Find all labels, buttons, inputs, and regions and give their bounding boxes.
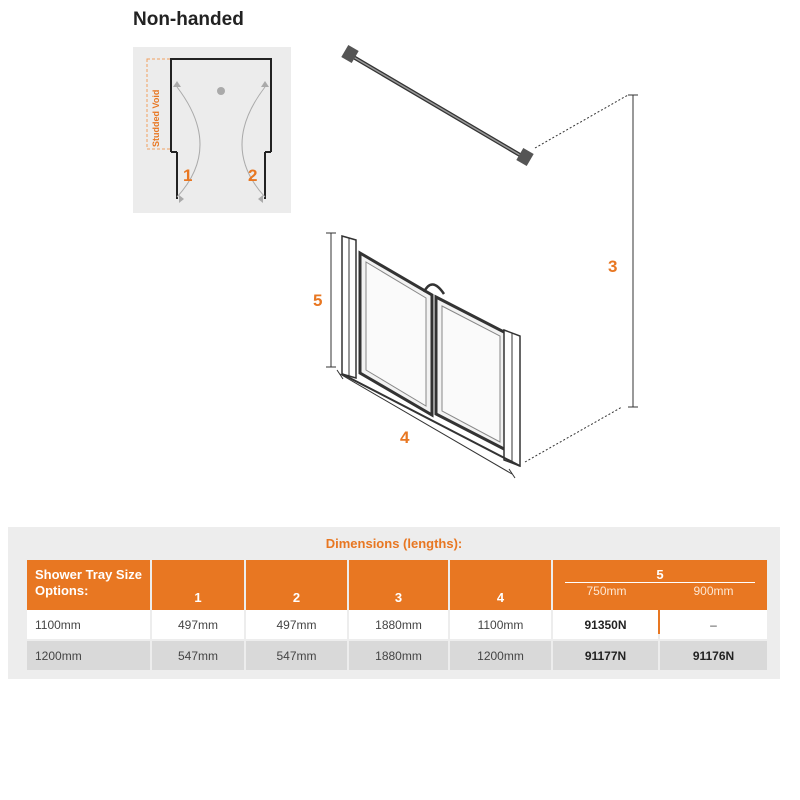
table-cell: 497mm <box>152 610 244 639</box>
table-cell: 1200mm <box>27 641 150 670</box>
dimension-5-line <box>326 233 336 367</box>
header-col-4: 4 <box>450 560 551 634</box>
table-cell: 1880mm <box>349 610 448 639</box>
header-col-2: 2 <box>246 560 347 634</box>
table-cell: 1100mm <box>450 610 551 639</box>
page-title: Non-handed <box>133 9 244 30</box>
header-size-options-label: Shower Tray Size Options: <box>35 567 142 598</box>
dimension-3-line <box>628 95 638 407</box>
dimension-3-label: 3 <box>608 257 618 276</box>
dimensions-table <box>8 527 780 679</box>
header-col-5-750: 750mm <box>586 584 627 598</box>
table-cell: 1200mm <box>450 641 551 670</box>
product-code: 91350N <box>553 610 658 639</box>
dimension-5-label: 5 <box>313 291 323 310</box>
product-code: 91177N <box>553 641 658 670</box>
table-title: Dimensions (lengths): <box>325 536 463 551</box>
table-cell: 547mm <box>246 641 347 670</box>
wall-bracket-bar <box>341 45 533 166</box>
dimension-4-label: 4 <box>400 428 410 447</box>
door-label-1: 1 <box>183 166 193 185</box>
product-code: 91176N <box>660 641 767 670</box>
header-col-5-label: 5 <box>656 567 664 582</box>
header-col-1: 1 <box>152 560 244 634</box>
header-col-3: 3 <box>349 560 448 634</box>
table-cell: 497mm <box>246 610 347 639</box>
product-code: – <box>660 610 767 639</box>
enclosure-walls <box>171 59 271 152</box>
header-col-5-900: 900mm <box>693 584 734 598</box>
waste-outlet-icon <box>217 87 225 95</box>
studded-void-label: Studded Void <box>151 89 161 147</box>
door-label-2: 2 <box>248 166 258 185</box>
plan-view-drawing <box>133 47 291 213</box>
table-cell: 1100mm <box>27 610 150 639</box>
plan-view-diagram <box>133 47 291 213</box>
table-cell: 1880mm <box>349 641 448 670</box>
dashed-guide-lines <box>525 95 628 462</box>
isometric-diagram <box>300 30 660 490</box>
half-height-door-screen <box>342 236 520 466</box>
table-cell: 547mm <box>152 641 244 670</box>
